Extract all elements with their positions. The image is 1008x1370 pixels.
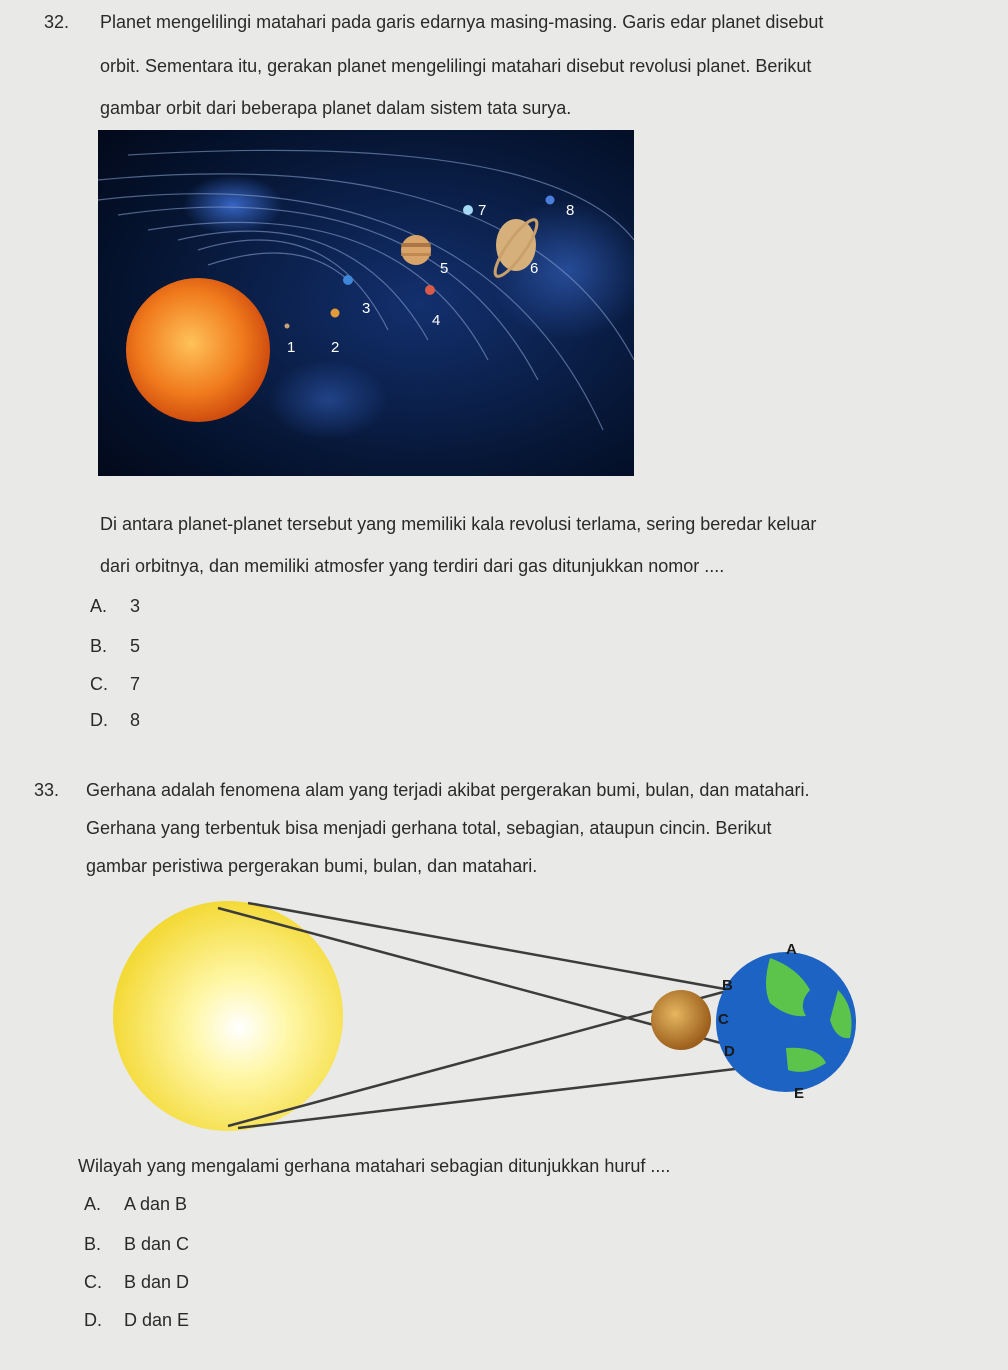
planet-label-2: 2 [331,339,340,356]
planet-label-7: 7 [478,202,487,219]
question-32-option-a[interactable] [90,596,140,617]
planet-4-image [425,285,435,295]
planet-label-5: 5 [440,260,449,277]
question-33-number: 33. [34,780,60,800]
planet-label-6: 6 [530,260,539,277]
option-text: A dan B [124,1194,188,1214]
option-letter: A. [84,1194,102,1214]
option-letter: C. [84,1272,102,1292]
question-32-text-line-1: Planet mengelilingi matahari pada garis edarnya masing-masing. Garis edar planet disebut [100,12,824,32]
nebula-glow [183,175,283,235]
question-33-text-line-3: gambar peristiwa pergerakan bumi, bulan, dan matahari. [86,856,538,876]
question-33-text-line-1: Gerhana adalah fenomena alam yang terjadi akibat pergerakan bumi, bulan, dan matahari. [86,780,810,800]
sun-image [113,901,343,1131]
planet-8-image [546,196,555,205]
option-text: 7 [130,674,141,694]
planet-label-3: 3 [362,300,371,317]
planet-7-image [463,205,473,215]
solar-system-figure [98,130,634,476]
question-32-number: 32. [44,12,70,32]
option-letter: D. [90,710,108,730]
sun-image [126,278,270,422]
planet-5-band [401,253,431,256]
option-letter: A. [90,596,108,616]
question-32-option-d[interactable] [90,710,140,731]
planet-label-1: 1 [287,339,296,356]
option-text: 5 [130,636,141,656]
eclipse-figure [98,898,868,1134]
moon-image [651,990,711,1050]
question-32-prompt-line-1: Di antara planet-planet tersebut yang memiliki kala revolusi terlama, sering beredar keluar [100,514,817,534]
nebula-glow [268,360,388,440]
planet-5-band [401,243,431,247]
solar-system-image [98,130,634,476]
question-32-text-line-3: gambar orbit dari beberapa planet dalam sistem tata surya. [100,98,572,118]
planet-label-8: 8 [566,202,575,219]
option-letter: D. [84,1310,102,1330]
planet-label-4: 4 [432,312,441,329]
option-text: 8 [130,710,141,730]
question-32-text-line-2: orbit. Sementara itu, gerakan planet mengelilingi matahari disebut revolusi planet. Berikut [100,56,812,76]
planet-5-image [401,235,431,265]
question-33-text-line-2: Gerhana yang terbentuk bisa menjadi gerhana total, sebagian, ataupun cincin. Berikut [86,818,772,838]
question-33-option-d[interactable] [84,1310,189,1331]
option-letter: B. [84,1234,102,1254]
question-33-prompt-line: Wilayah yang mengalami gerhana matahari sebagian ditunjukkan huruf .... [78,1156,671,1176]
planet-2-image [331,309,340,318]
question-32-option-b[interactable] [90,636,140,657]
option-letter: C. [90,674,108,694]
question-33-option-a[interactable] [84,1194,187,1215]
question-32-option-c[interactable] [90,674,140,695]
region-label-c: C [718,1011,729,1028]
region-label-d: D [724,1043,735,1060]
region-label-b: B [722,977,733,994]
option-text: 3 [130,596,141,616]
question-33-option-c[interactable] [84,1272,189,1293]
option-text: D dan E [124,1310,190,1330]
question-32-prompt-line-2: dari orbitnya, dan memiliki atmosfer yang terdiri dari gas ditunjukkan nomor .... [100,556,725,576]
option-text: B dan C [124,1234,190,1254]
option-text: B dan D [124,1272,190,1292]
region-label-e: E [794,1085,805,1102]
planet-1-image [285,324,290,329]
planet-3-image [343,275,353,285]
question-33-option-b[interactable] [84,1234,189,1255]
region-label-a: A [786,941,797,958]
eclipse-diagram [98,898,868,1134]
option-letter: B. [90,636,108,656]
